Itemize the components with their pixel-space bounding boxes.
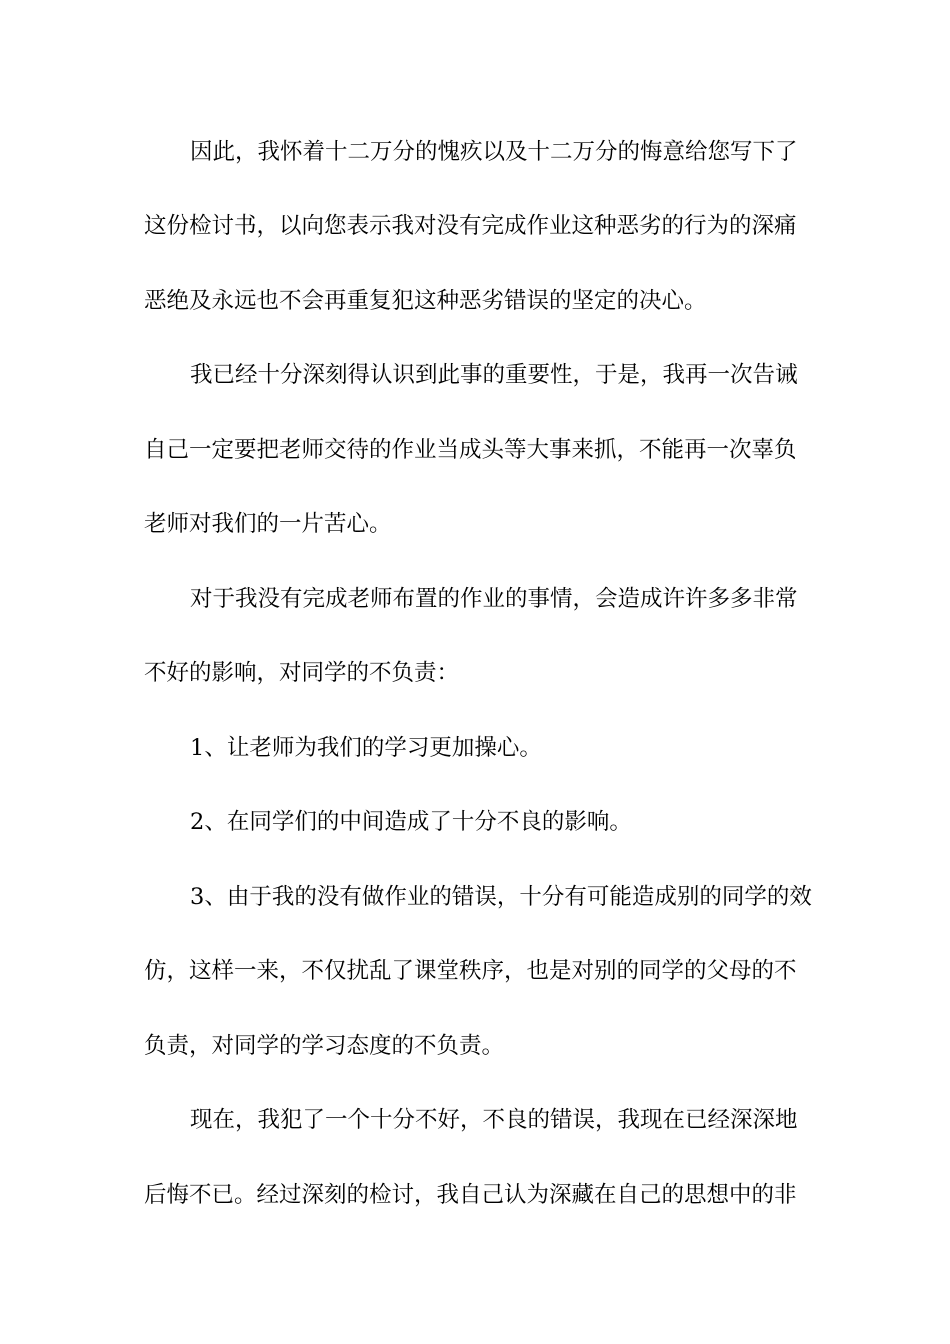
paragraph-1-line-2: 这份检讨书，以向您表示我对没有完成作业这种恶劣的行为的深痛 (144, 213, 797, 239)
list-item-1: 1、让老师为我们的学习更加操心。 (190, 735, 542, 761)
paragraph-4-line-1: 现在，我犯了一个十分不好，不良的错误，我现在已经深深地 (190, 1107, 798, 1133)
list-item-3-line-1: 3、由于我的没有做作业的错误，十分有可能造成别的同学的效 (190, 884, 812, 910)
paragraph-1-line-1: 因此，我怀着十二万分的愧疚以及十二万分的悔意给您写下了 (190, 139, 798, 165)
paragraph-1-line-3: 恶绝及永远也不会再重复犯这种恶劣错误的坚定的决心。 (144, 288, 707, 314)
list-item-3-line-2: 仿，这样一来，不仅扰乱了课堂秩序，也是对别的同学的父母的不 (144, 958, 797, 984)
paragraph-2-line-2: 自己一定要把老师交待的作业当成头等大事来抓，不能再一次辜负 (144, 437, 797, 463)
paragraph-2-line-1: 我已经十分深刻得认识到此事的重要性，于是，我再一次告诫 (190, 362, 798, 388)
list-item-2: 2、在同学们的中间造成了十分不良的影响。 (190, 809, 632, 835)
list-item-3-line-3: 负责，对同学的学习态度的不负责。 (144, 1033, 505, 1059)
paragraph-3-line-1: 对于我没有完成老师布置的作业的事情，会造成许许多多非常 (190, 586, 798, 612)
paragraph-4-line-2: 后悔不已。经过深刻的检讨，我自己认为深藏在自己的思想中的非 (144, 1182, 797, 1208)
paragraph-2-line-3: 老师对我们的一片苦心。 (144, 511, 392, 537)
paragraph-3-line-2: 不好的影响，对同学的不负责： (144, 660, 460, 686)
